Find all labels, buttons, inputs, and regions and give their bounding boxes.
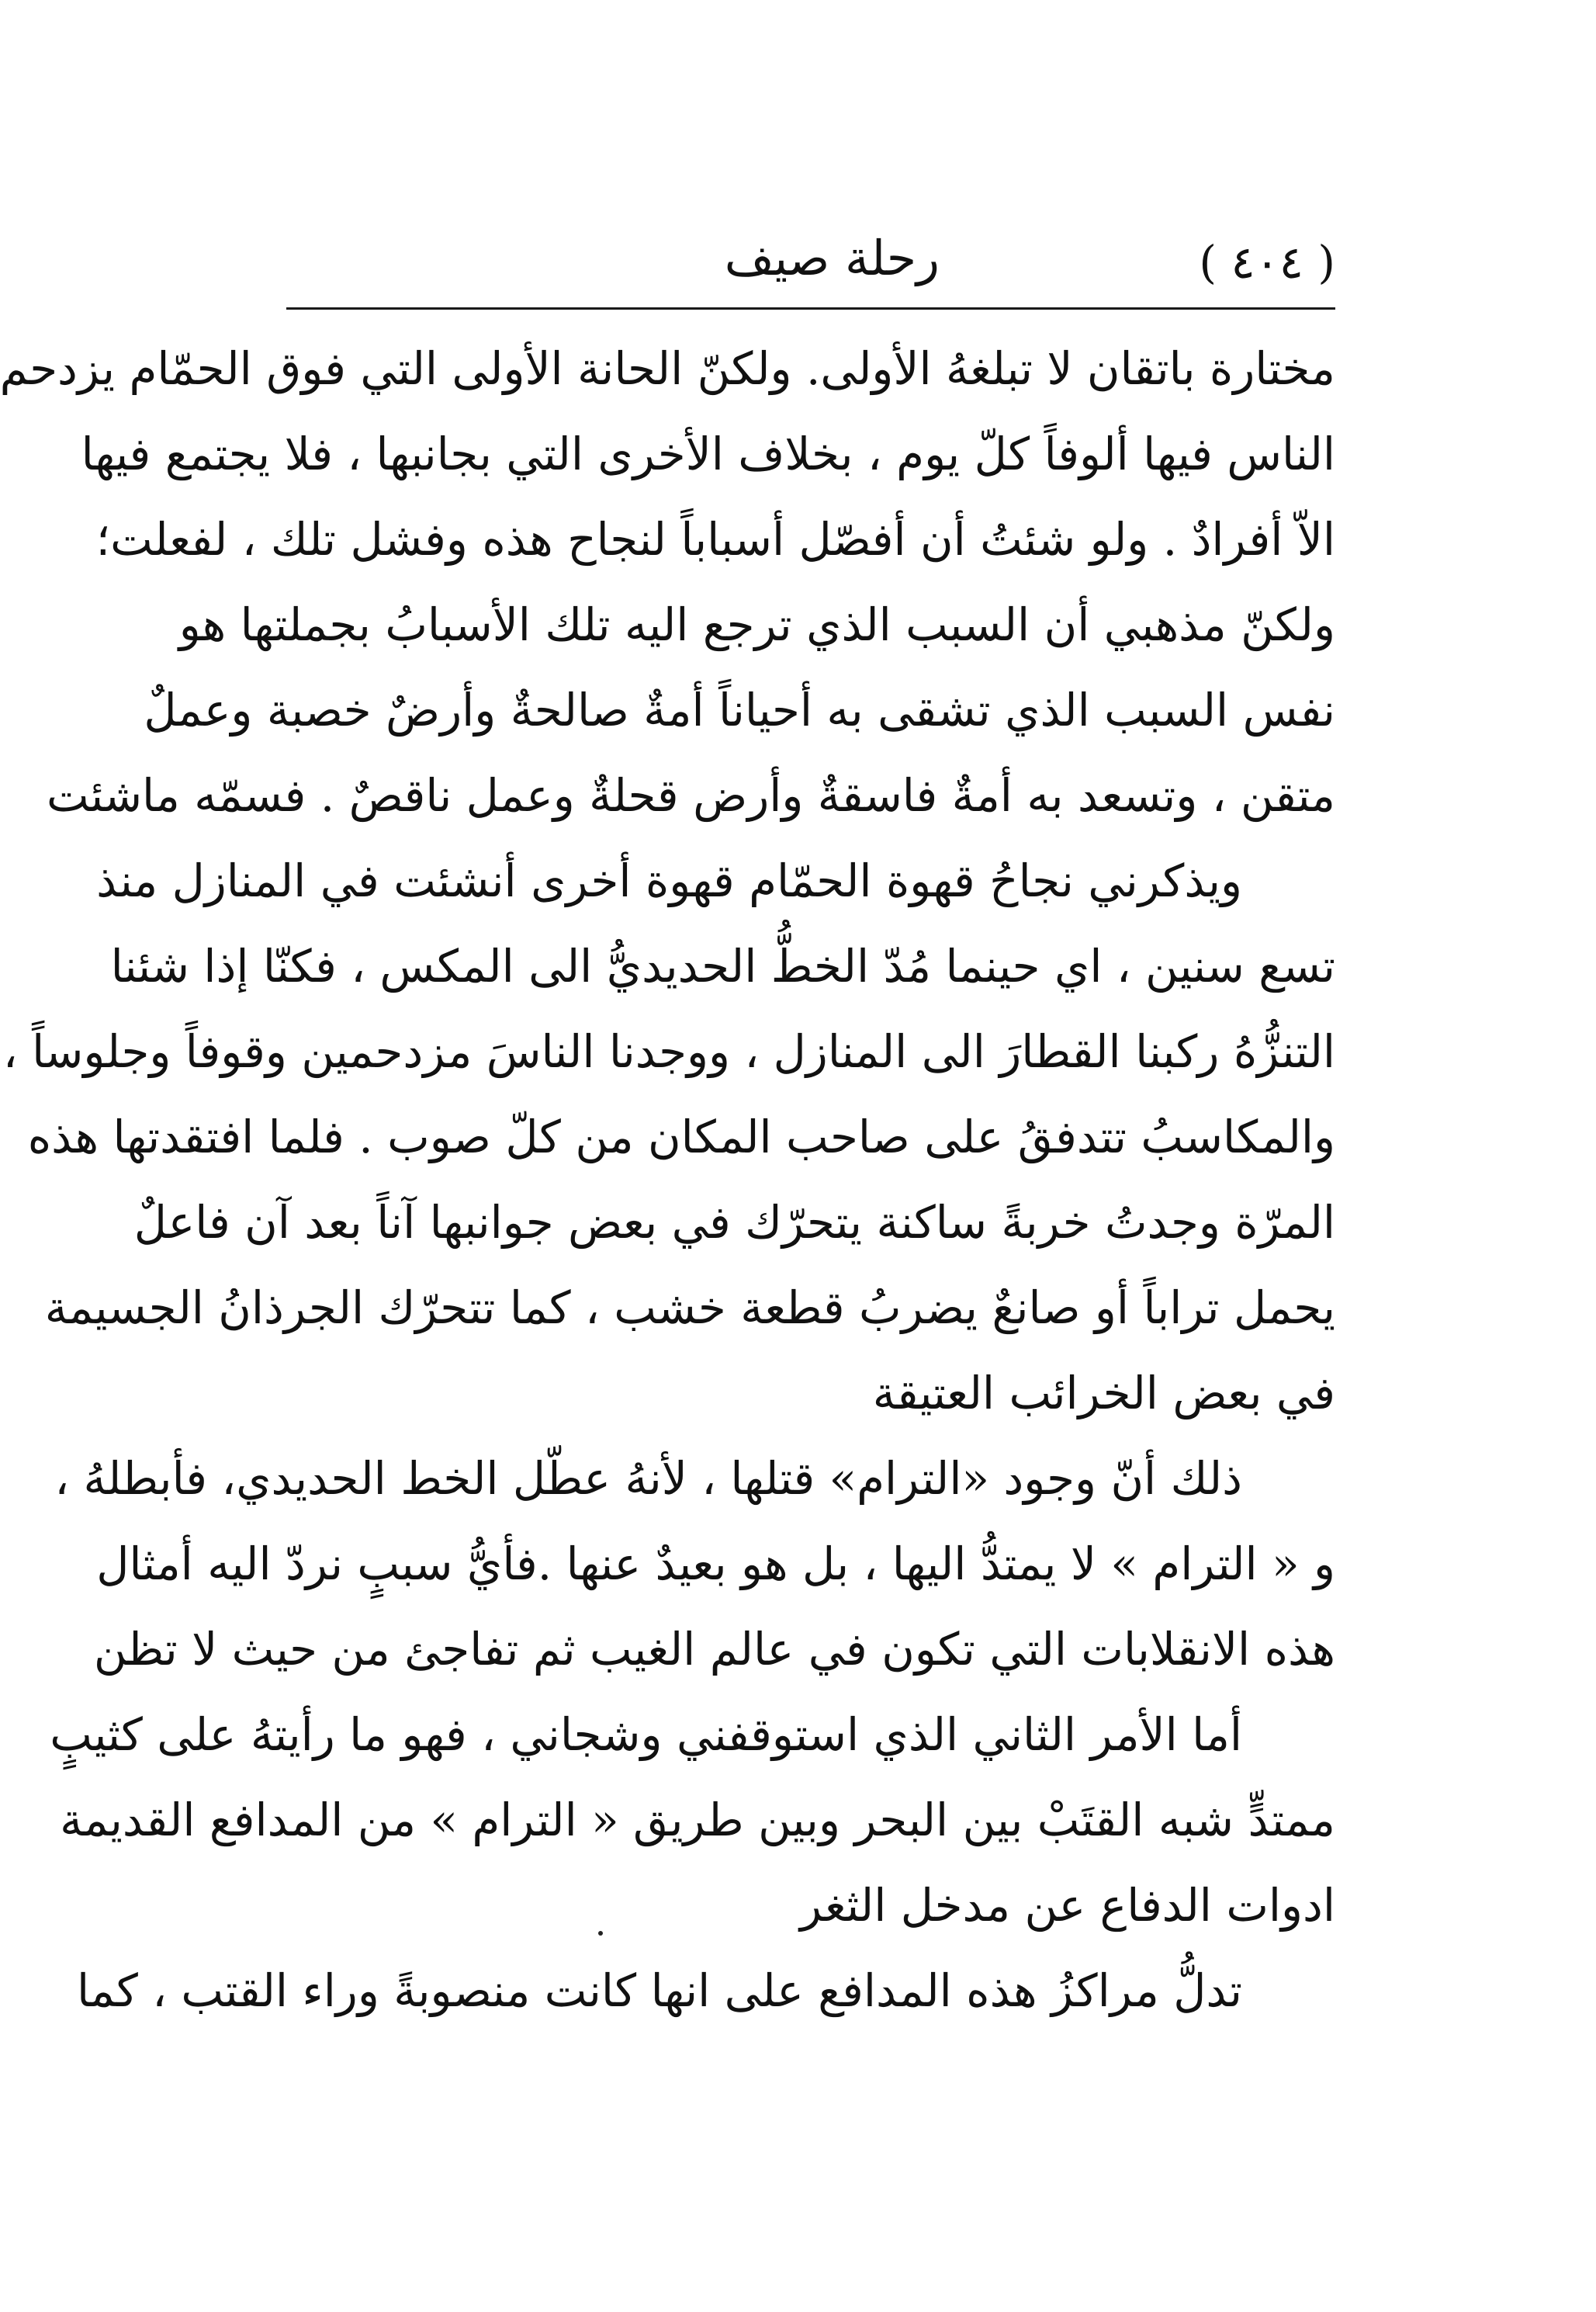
text-line: متقن ، وتسعد به أمةٌ فاسقةٌ وأرض قحلةٌ وعمل ناقصٌ . فسمّه ماشئت [47,769,1335,822]
body-text [0,326,1335,2033]
text-line: أما الأمر الثاني الذي استوقفني وشجاني ، فهو ما رأيتهُ على كثيبٍ [50,1708,1242,1761]
text-line: الناس فيها ألوفاً كلّ يوم ، بخلاف الأخرى التي بجانبها ، فلا يجتمع فيها [81,428,1335,480]
text-line: هذه الانقلابات التي تكون في عالم الغيب ثم تفاجئ من حيث لا تظن [93,1623,1335,1676]
text-line: في بعض الخرائب العتيقة [872,1367,1335,1419]
text-line: ولكنّ مذهبي أن السبب الذي ترجع اليه تلك الأسبابُ بجملتها هو [178,598,1335,651]
text-line: الاّ أفرادٌ . ولو شئتُ أن أفصّل أسباباً لنجاح هذه وفشل تلك ، لفعلت؛ [95,513,1335,566]
text-line: ذلك أنّ وجود «الترام» قتلها ، لأنهُ عطّل الخط الحديدي، فأبطلهُ ، [54,1452,1242,1505]
text-line: المرّة وجدتُ خربةً ساكنة يتحرّك في بعض جوانبها آناً بعد آن فاعلٌ [133,1196,1335,1249]
page-number: ( ٤٠٤ ) [1199,236,1335,289]
text-line: والمكاسبُ تتدفقُ على صاحب المكان من كلّ صوب . فلما افتقدتها هذه [27,1111,1335,1163]
text-line: يحمل تراباً أو صانعٌ يضربُ قطعة خشب ، كما تتحرّك الجرذانُ الجسيمة [44,1281,1335,1334]
book-title: رحلة صيف [724,230,940,286]
ink-speck [598,1931,603,1936]
text-line: مختارة باتقان لا تبلغهُ الأولى. ولكنّ الحانة الأولى التي فوق الحمّام يزدحم [0,342,1335,395]
text-line: التنزُّهُ ركبنا القطارَ الى المنازل ، ووجدنا الناسَ مزدحمين وقوفاً وجلوساً ، [2,1025,1335,1078]
text-line: ادوات الدفاع عن مدخل الثغر [800,1879,1335,1932]
text-line: و « الترام » لا يمتدُّ اليها ، بل هو بعيدٌ عنها .فأيُّ سببٍ نردّ اليه أمثال [96,1537,1335,1590]
text-line: ممتدٍّ شبه القتَبْ بين البحر وبين طريق « الترام » من المدافع القديمة [60,1794,1335,1846]
text-line: تسع سنين ، اي حينما مُدّ الخطُّ الحديديُّ الى المكس ، فكنّا إذا شئنا [110,940,1335,993]
text-line: ويذكرني نجاحُ قهوة الحمّام قهوة أخرى أنشئت في المنازل منذ [96,854,1242,907]
text-line: نفس السبب الذي تشقى به أحياناً أمةٌ صالحةٌ وأرضٌ خصبة وعملٌ [144,684,1335,737]
running-head [286,230,1335,300]
header-rule [286,307,1335,310]
text-line: تدلُّ مراكزُ هذه المدافع على انها كانت منصوبةً وراء القتب ، كما [77,1964,1242,2017]
